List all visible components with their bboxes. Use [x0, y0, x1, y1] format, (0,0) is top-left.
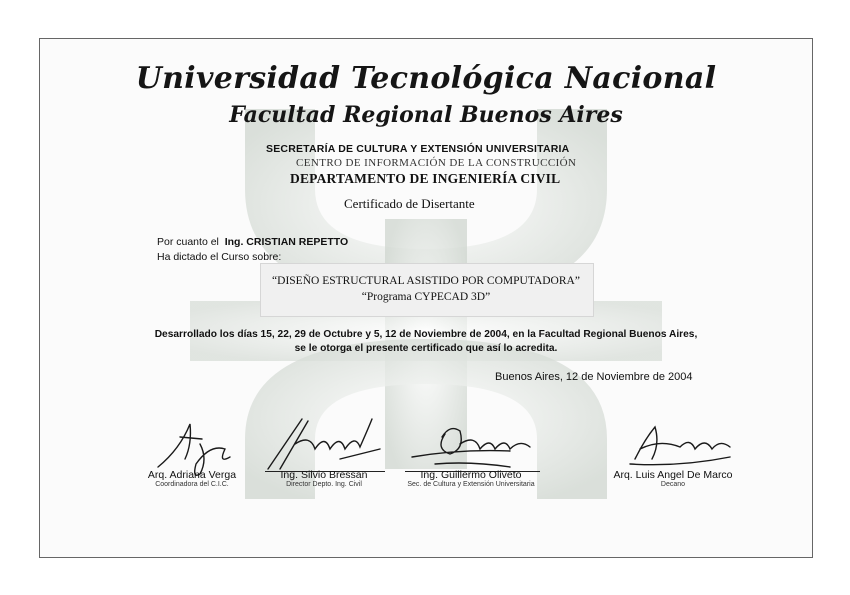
- certification-statement: se le otorga el presente certificado que así lo acredita.: [294, 343, 558, 354]
- department-heading: DEPARTAMENTO DE INGENIERÍA CIVIL: [290, 171, 561, 186]
- signer-name: Arq. Luis Angel De Marco: [613, 469, 733, 481]
- signature-bressan: [268, 419, 380, 469]
- secretariat-heading: SECRETARÍA DE CULTURA Y EXTENSIÓN UNIVERSITARIA: [266, 143, 570, 155]
- signer-name: Arq. Adriana Verga: [147, 469, 237, 481]
- signature-block-oliveto: [386, 469, 556, 488]
- signature-oliveto: [412, 429, 530, 467]
- signer-role: Coordinadora del C.I.C.: [155, 481, 229, 488]
- signature-block-bressan: [239, 469, 409, 488]
- signer-role: Decano: [660, 481, 686, 488]
- faculty-title: Facultad Regional Buenos Aires: [229, 102, 623, 128]
- signer-role: Sec. de Cultura y Extensión Universitaria: [407, 481, 535, 488]
- course-intro: Ha dictado el Curso sobre:: [157, 251, 282, 263]
- signer-role: Director Depto. Ing. Civil: [286, 481, 362, 488]
- certificate-type: Certificado de Disertante: [344, 196, 475, 211]
- development-dates: Desarrollado los días 15, 22, 29 de Octubre y 5, 12 de Noviembre de 2004, en la Facultad Regional Buenos Aires,: [154, 329, 698, 340]
- por-cuanto-label: Por cuanto el: [157, 236, 219, 248]
- signature-demarco: [630, 427, 730, 465]
- signer-name: Ing. Guillermo Oliveto: [420, 469, 522, 481]
- place-date: Buenos Aires, 12 de Noviembre de 2004: [495, 371, 693, 383]
- recipient-name: Ing. CRISTIAN REPETTO: [224, 236, 349, 248]
- course-title: “DISEÑO ESTRUCTURAL ASISTIDO POR COMPUTADORA”: [272, 275, 580, 287]
- center-heading: CENTRO DE INFORMACIÓN DE LA CONSTRUCCIÓN: [296, 157, 577, 169]
- university-title: Universidad Tecnológica Nacional: [135, 61, 717, 96]
- course-subtitle: “Programa CYPECAD 3D”: [361, 291, 491, 303]
- signer-name: Ing. Silvio Bressan: [280, 469, 368, 481]
- certificate-sheet: [39, 38, 813, 558]
- signature-block-demarco: [588, 469, 758, 488]
- signature-verga: [158, 424, 230, 475]
